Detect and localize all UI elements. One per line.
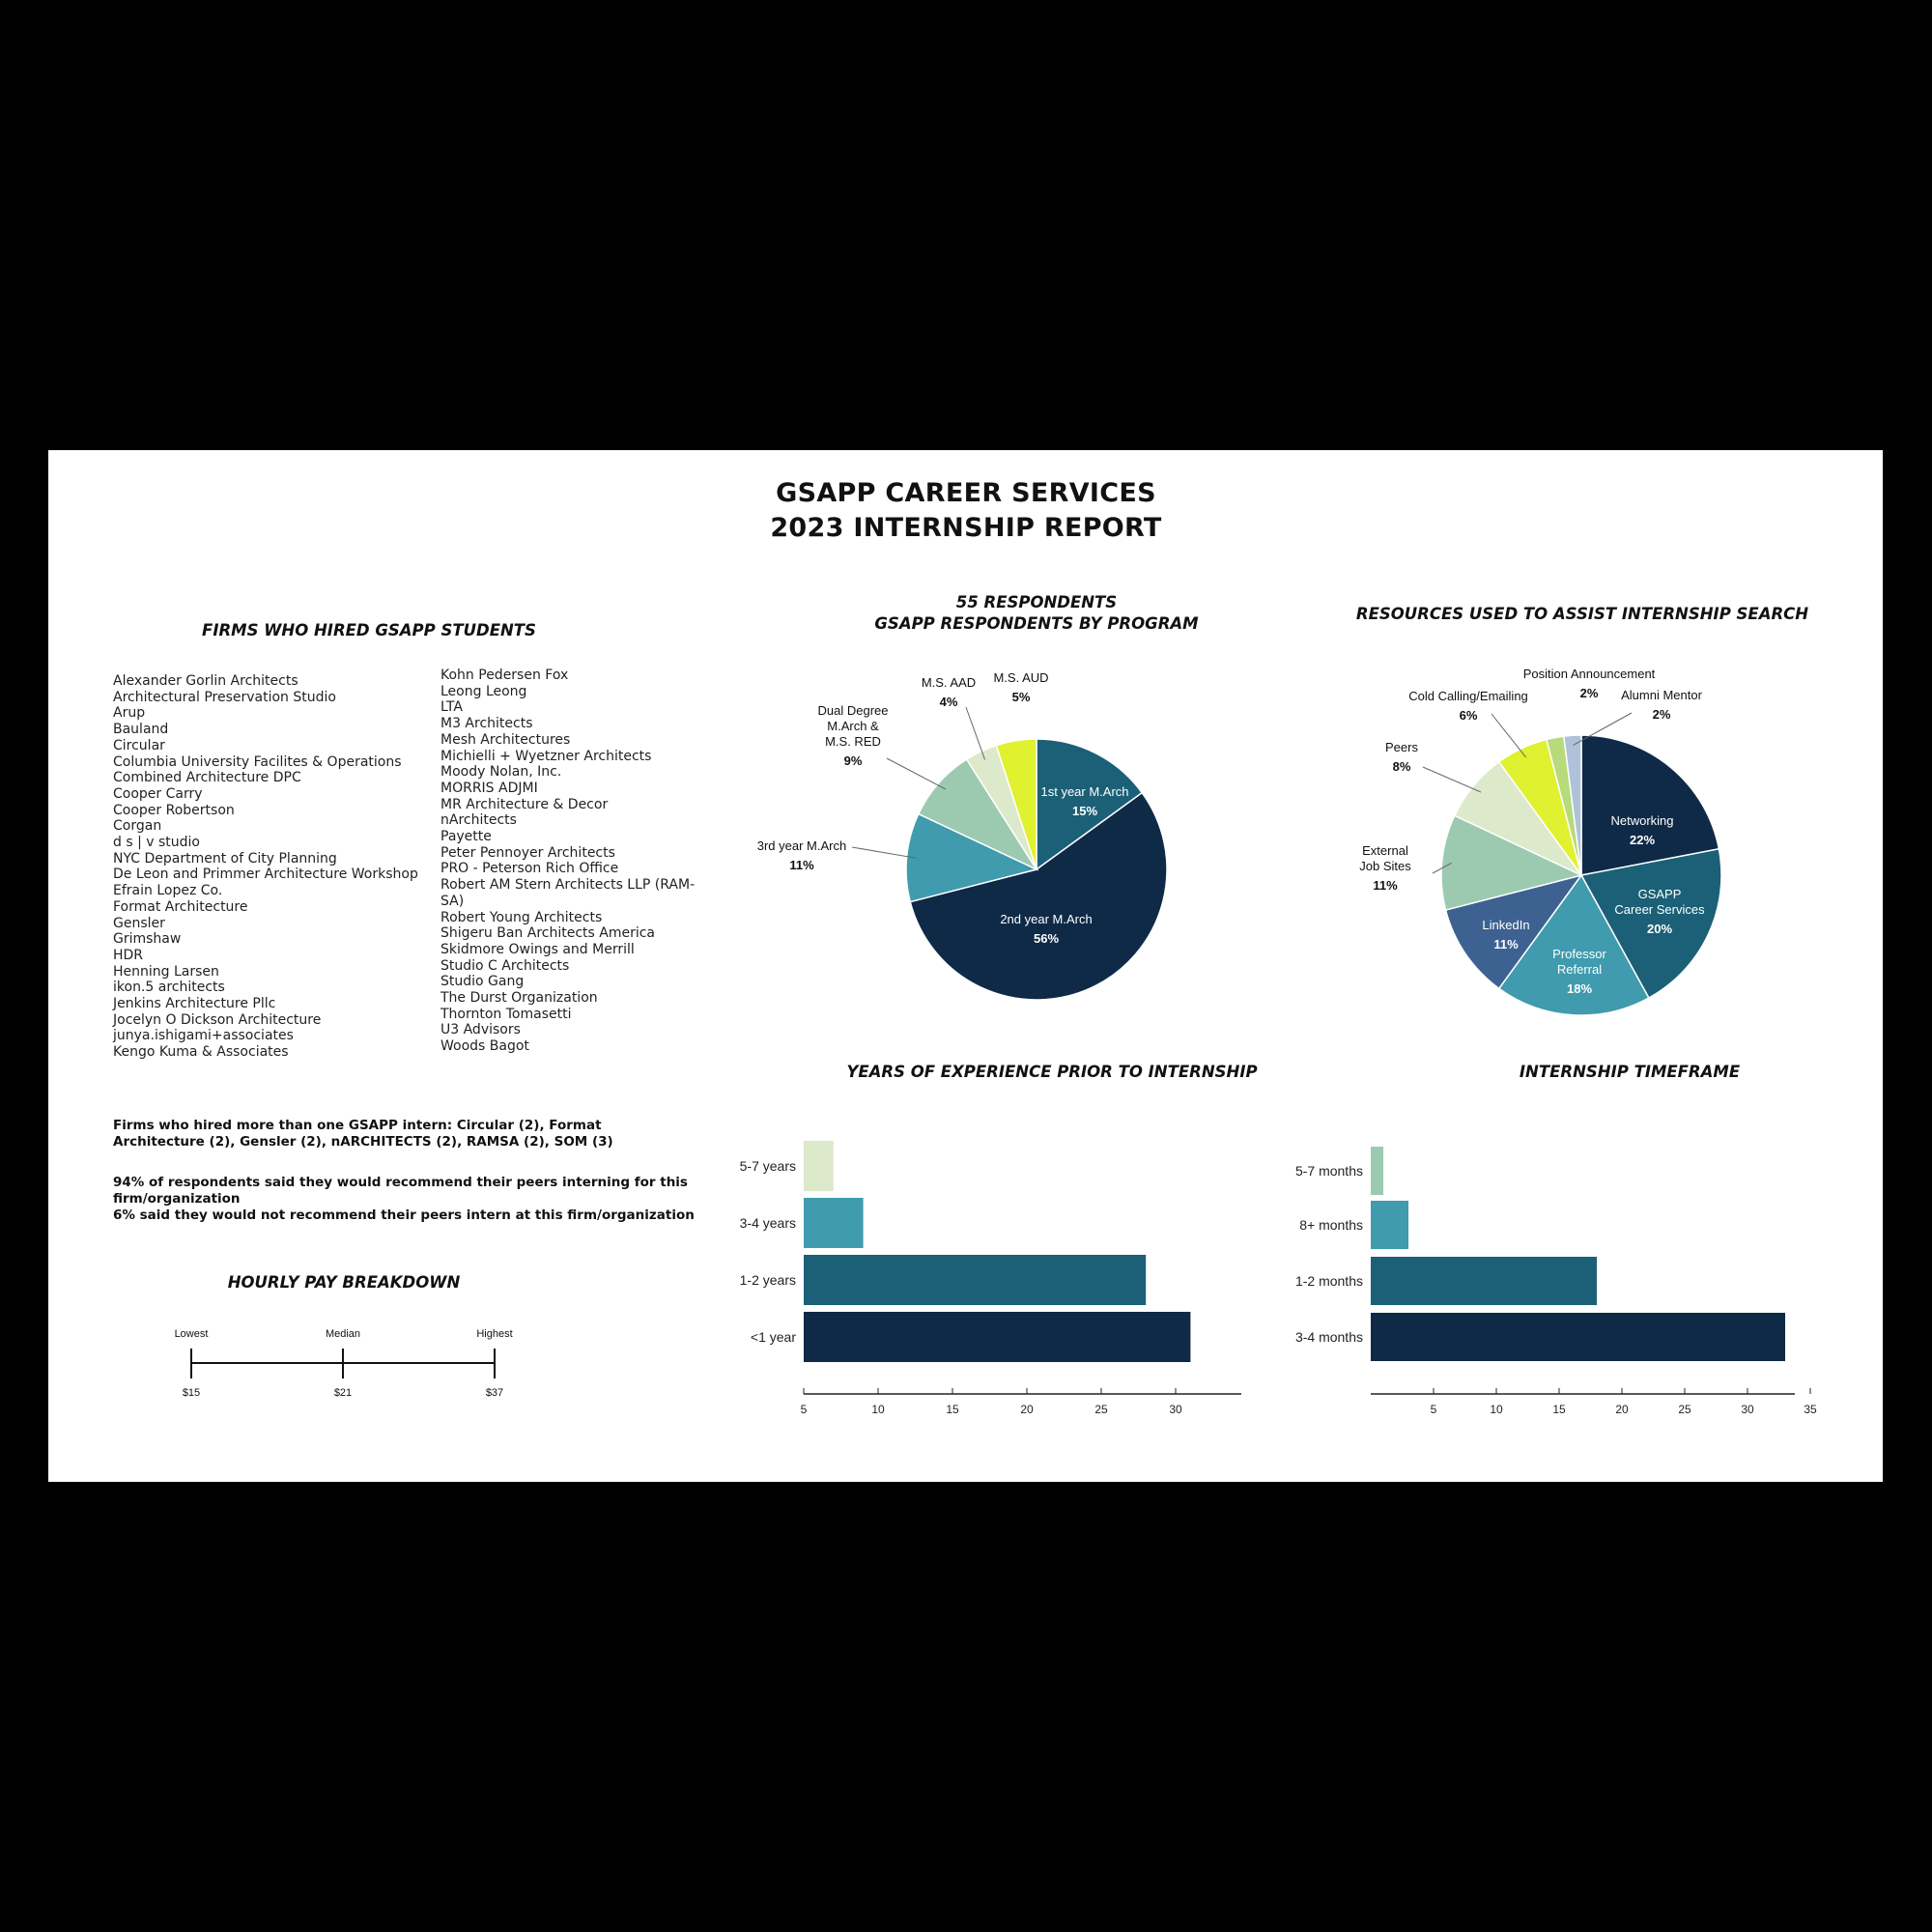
firm-item: Cooper Robertson: [113, 802, 235, 818]
program-chart-title: 55 RESPONDENTS: [955, 593, 1118, 611]
firms-column-2: [440, 668, 701, 1055]
firm-item: Robert AM Stern Architects LLP (RAM-SA): [440, 877, 696, 909]
pie-slice-label: LinkedIn: [1482, 918, 1530, 932]
bar: [1371, 1147, 1383, 1195]
firm-item: Peter Pennoyer Architects: [440, 844, 615, 861]
x-tick-label: 25: [1094, 1403, 1108, 1416]
firm-item: MR Architecture & Decor: [440, 796, 609, 812]
pie-slice-value: 20%: [1646, 922, 1673, 936]
bar: [804, 1198, 864, 1248]
bar: [1371, 1201, 1408, 1249]
pie-slice-value: 8%: [1392, 759, 1411, 774]
firm-item: Mesh Architectures: [440, 731, 571, 748]
pie-slice-label: External: [1362, 843, 1408, 858]
firm-item: M3 Architects: [440, 716, 533, 732]
firms-column-1: [113, 673, 432, 1061]
firm-item: Arup: [113, 705, 146, 722]
pie-slice-label: M.S. AUD: [993, 670, 1049, 685]
firm-item: LTA: [440, 699, 463, 716]
resources-pie-chart: [1333, 657, 1835, 1024]
pie-slice-label: Networking: [1610, 813, 1674, 828]
pay-point-name: Median: [325, 1328, 361, 1340]
pie-slice-value: 11%: [789, 858, 814, 872]
pie-slice-value: 11%: [1373, 878, 1398, 893]
leader-line: [966, 707, 985, 759]
pie-slice-label: 1st year M.Arch: [1040, 784, 1129, 799]
pie-slice-label: GSAPP: [1637, 887, 1682, 901]
firm-item: Woods Bagot: [440, 1038, 529, 1055]
pie-slice-value: 11%: [1493, 937, 1519, 952]
firm-item: Payette: [440, 829, 492, 845]
multi-hire-note: Firms who hired more than one GSAPP intern: Circular (2), Format Architecture (2), Gensler (2), nARCHITECTS (2), RAMSA (2), SOM (3): [113, 1118, 613, 1150]
x-tick-label: 10: [871, 1403, 885, 1416]
leader-line: [852, 847, 916, 858]
pie-slice-value: 22%: [1629, 833, 1656, 847]
firm-item: Robert Young Architects: [440, 909, 603, 925]
pie-slice-value: 9%: [843, 753, 863, 768]
pie-slice-value: 2%: [1579, 686, 1599, 700]
pie-slice-value: 56%: [1033, 931, 1060, 946]
timeframe-bar-chart: [1265, 1121, 1845, 1430]
firm-item: Jenkins Architecture Pllc: [113, 996, 276, 1012]
x-tick-label: 10: [1490, 1403, 1503, 1416]
x-tick-label: 20: [1020, 1403, 1034, 1416]
x-tick-label: 15: [1552, 1403, 1566, 1416]
firm-item: Studio Gang: [440, 974, 525, 990]
pie-slice-label: Career Services: [1614, 902, 1705, 917]
x-tick-label: 5: [1430, 1403, 1437, 1416]
resources-chart-title: RESOURCES USED TO ASSIST INTERNSHIP SEARCH: [1355, 605, 1809, 623]
pie-slice-label: Professor: [1552, 947, 1606, 961]
bar-category-label: 1-2 months: [1294, 1273, 1363, 1289]
pay-point-name: Highest: [476, 1328, 513, 1340]
pay-point-name: Lowest: [174, 1328, 209, 1340]
firm-item: MORRIS ADJMI: [440, 780, 538, 796]
bar: [804, 1141, 834, 1191]
hourly-pay-heading: HOURLY PAY BREAKDOWN: [227, 1273, 461, 1292]
pie-slice-label: Referral: [1556, 962, 1603, 977]
pie-slice-value: 2%: [1652, 707, 1671, 722]
firm-item: Format Architecture: [113, 898, 248, 915]
pie-slice-label: Cold Calling/Emailing: [1408, 689, 1528, 703]
pie-slice-value: 4%: [939, 695, 958, 709]
bar-category-label: 1-2 years: [739, 1272, 796, 1288]
firm-item: Alexander Gorlin Architects: [113, 673, 298, 689]
firm-item: d s | v studio: [113, 835, 200, 851]
leader-line: [887, 758, 946, 789]
firm-item: Corgan: [113, 818, 162, 835]
pay-point-value: $37: [485, 1387, 504, 1399]
timeframe-chart-title: INTERNSHIP TIMEFRAME: [1519, 1063, 1741, 1081]
firm-item: junya.ishigami+associates: [113, 1028, 294, 1044]
recommend-note: 94% of respondents said they would recommend their peers interning for this firm/organization: [113, 1175, 688, 1207]
x-tick-label: 20: [1615, 1403, 1629, 1416]
firm-item: NYC Department of City Planning: [113, 850, 337, 867]
x-tick-label: 15: [946, 1403, 959, 1416]
firm-item: Henning Larsen: [113, 963, 219, 980]
firm-item: Grimshaw: [113, 931, 182, 948]
not-recommend-note: 6% said they would not recommend their peers intern at this firm/organization: [113, 1208, 695, 1223]
firm-item: ikon.5 architects: [113, 980, 225, 996]
pay-point-value: $21: [333, 1387, 353, 1399]
bar: [804, 1255, 1146, 1305]
pie-slice-label: Job Sites: [1359, 859, 1411, 873]
firm-item: HDR: [113, 947, 144, 963]
pie-slice-label: 2nd year M.Arch: [1000, 912, 1093, 926]
firm-item: Michielli + Wyetzner Architects: [440, 748, 652, 764]
firm-item: Columbia University Facilites & Operations: [113, 753, 402, 770]
bar-category-label: <1 year: [750, 1329, 796, 1345]
pay-point-value: $15: [182, 1387, 201, 1399]
firms-heading: FIRMS WHO HIRED GSAPP STUDENTS: [202, 621, 536, 639]
firm-item: Studio C Architects: [440, 957, 570, 974]
bar-category-label: 5-7 years: [739, 1158, 796, 1174]
x-tick-label: 30: [1741, 1403, 1754, 1416]
firm-item: PRO - Peterson Rich Office: [440, 861, 619, 877]
pie-slice-label: M.S. RED: [825, 734, 881, 749]
bar: [1371, 1313, 1785, 1361]
firm-item: Cooper Carry: [113, 785, 203, 802]
firm-item: Kengo Kuma & Associates: [113, 1044, 289, 1061]
bar-category-label: 5-7 months: [1294, 1163, 1363, 1179]
pie-slice-label: 3rd year M.Arch: [756, 838, 847, 853]
firm-item: Combined Architecture DPC: [113, 770, 301, 786]
bar-category-label: 3-4 years: [739, 1215, 796, 1231]
leader-line: [1492, 714, 1526, 757]
program-chart-subtitle: GSAPP RESPONDENTS BY PROGRAM: [874, 614, 1199, 633]
firm-item: Moody Nolan, Inc.: [440, 764, 562, 781]
firm-item: nArchitects: [440, 812, 517, 829]
leader-line: [1423, 767, 1481, 792]
bar: [1371, 1257, 1597, 1305]
firm-item: Efrain Lopez Co.: [113, 883, 223, 899]
firm-item: De Leon and Primmer Architecture Workshop: [113, 867, 418, 883]
firm-item: Bauland: [113, 722, 169, 738]
bar-category-label: 8+ months: [1299, 1217, 1363, 1233]
pie-slice-label: Dual Degree: [817, 703, 889, 718]
x-tick-label: 5: [800, 1403, 808, 1416]
firm-item: Leong Leong: [440, 683, 527, 699]
firm-item: Shigeru Ban Architects America: [440, 925, 656, 942]
hourly-pay-scale: [145, 1319, 551, 1415]
firm-item: Skidmore Owings and Merrill: [440, 941, 635, 957]
firm-item: Gensler: [113, 915, 165, 931]
firm-item: Thornton Tomasetti: [440, 1006, 572, 1022]
x-tick-label: 30: [1169, 1403, 1182, 1416]
report-title-line1: GSAPP CAREER SERVICES: [776, 478, 1156, 508]
pie-slice-value: 6%: [1459, 708, 1478, 723]
experience-chart-title: YEARS OF EXPERIENCE PRIOR TO INTERNSHIP: [846, 1063, 1258, 1081]
experience-bar-chart: [715, 1121, 1256, 1430]
program-pie-chart: [734, 657, 1275, 1014]
bar: [804, 1312, 1190, 1362]
x-tick-label: 35: [1804, 1403, 1817, 1416]
pie-slice-value: 15%: [1071, 804, 1098, 818]
firm-item: Architectural Preservation Studio: [113, 689, 336, 705]
bar-category-label: 3-4 months: [1294, 1329, 1363, 1345]
pie-slice-label: Position Announcement: [1522, 667, 1656, 681]
pie-slice-value: 5%: [1011, 690, 1031, 704]
report-title-line2: 2023 INTERNSHIP REPORT: [770, 513, 1162, 543]
pie-slice-label: Alumni Mentor: [1621, 688, 1702, 702]
firm-item: Jocelyn O Dickson Architecture: [113, 1011, 322, 1028]
firm-item: Kohn Pedersen Fox: [440, 668, 569, 683]
pie-slice-label: M.Arch &: [827, 719, 879, 733]
firm-item: Circular: [113, 737, 165, 753]
firm-item: U3 Advisors: [440, 1022, 521, 1038]
pie-slice-value: 18%: [1566, 981, 1593, 996]
firm-item: The Durst Organization: [440, 990, 598, 1007]
pie-slice-label: M.S. AAD: [921, 675, 977, 690]
x-tick-label: 25: [1678, 1403, 1691, 1416]
pie-slice-label: Peers: [1385, 740, 1418, 754]
